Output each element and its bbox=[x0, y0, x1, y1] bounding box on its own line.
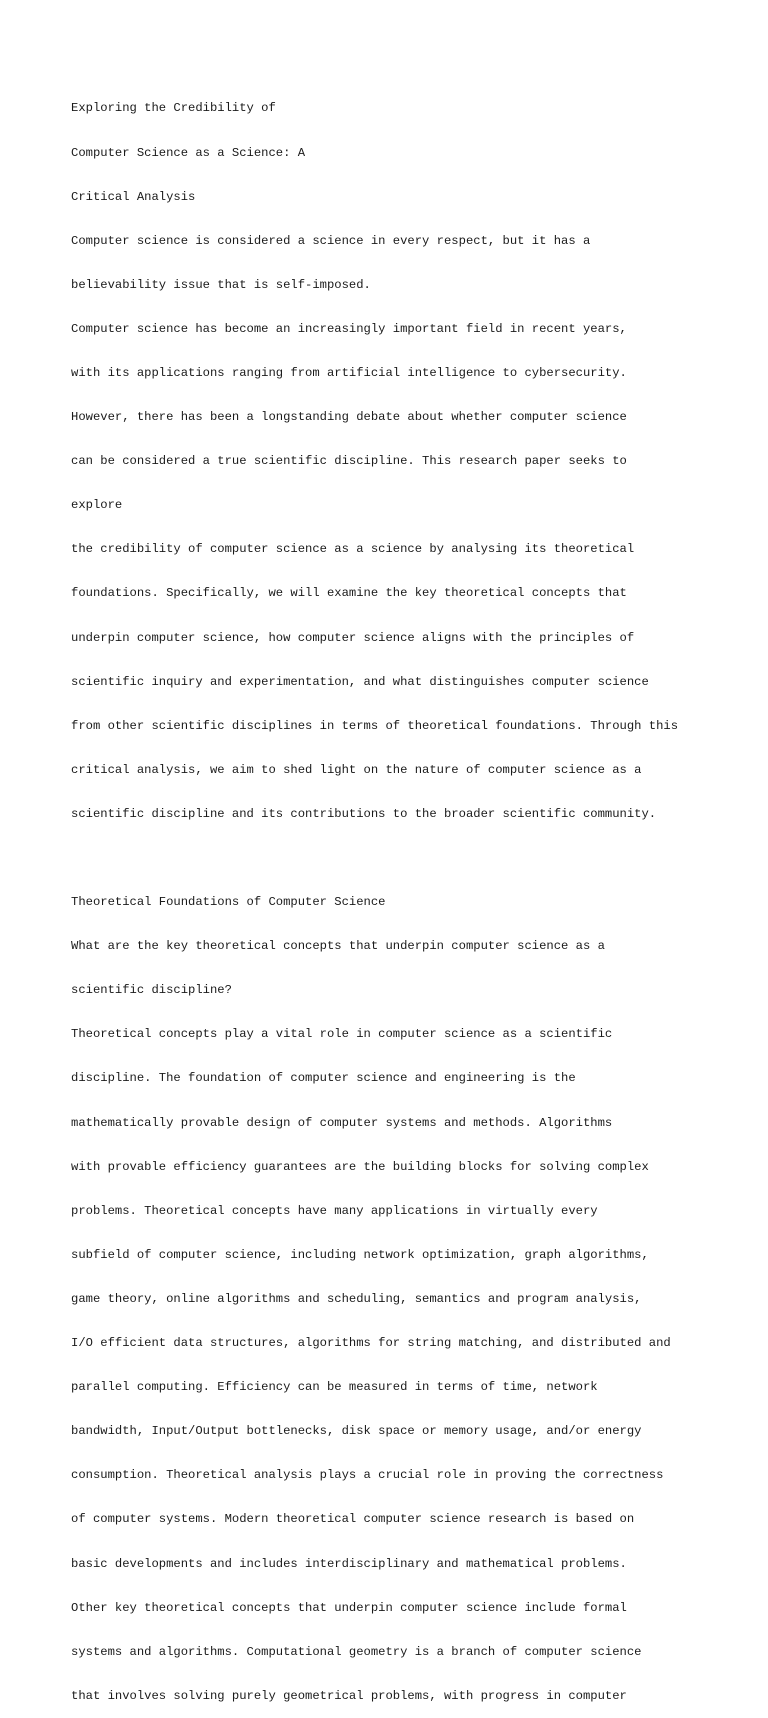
text-line: from other scientific disciplines in terms of theoretical foundations. Through this bbox=[71, 718, 679, 733]
text-line: I/O efficient data structures, algorithms for string matching, and distributed and bbox=[71, 1336, 671, 1351]
text-line: mathematically provable design of computer systems and methods. Algorithms bbox=[71, 1115, 613, 1130]
text-line: However, there has been a longstanding debate about whether computer science bbox=[71, 410, 627, 425]
text-line: critical analysis, we aim to shed light on the nature of computer science as a bbox=[71, 762, 642, 777]
text-line: scientific discipline? bbox=[71, 983, 232, 998]
title-line: Computer Science as a Science: A bbox=[71, 145, 306, 160]
text-line: game theory, online algorithms and scheduling, semantics and program analysis, bbox=[71, 1291, 642, 1306]
text-line: Other key theoretical concepts that underpin computer science include formal bbox=[71, 1600, 627, 1615]
text-line: can be considered a true scientific discipline. This research paper seeks to bbox=[71, 454, 627, 469]
text-line: scientific discipline and its contributions to the broader scientific community. bbox=[71, 806, 657, 821]
text-line: with provable efficiency guarantees are the building blocks for solving complex bbox=[71, 1159, 649, 1174]
text-line: subfield of computer science, including network optimization, graph algorithms, bbox=[71, 1247, 649, 1262]
text-line: foundations. Specifically, we will examine the key theoretical concepts that bbox=[71, 586, 627, 601]
text-line: discipline. The foundation of computer science and engineering is the bbox=[71, 1071, 576, 1086]
text-line: underpin computer science, how computer science aligns with the principles of bbox=[71, 630, 635, 645]
text-line: the credibility of computer science as a science by analysing its theoretical bbox=[71, 542, 635, 557]
text-line: parallel computing. Efficiency can be measured in terms of time, network bbox=[71, 1380, 598, 1395]
section-heading: Theoretical Foundations of Computer Science bbox=[71, 895, 386, 910]
title-line: Exploring the Credibility of bbox=[71, 101, 276, 116]
text-line: of computer systems. Modern theoretical computer science research is based on bbox=[71, 1512, 635, 1527]
text-line: believability issue that is self-imposed. bbox=[71, 277, 371, 292]
document-body bbox=[71, 72, 751, 1718]
text-line: bandwidth, Input/Output bottlenecks, disk space or memory usage, and/or energy bbox=[71, 1424, 642, 1439]
text-line: explore bbox=[71, 498, 123, 513]
text-line: with its applications ranging from artificial intelligence to cybersecurity. bbox=[71, 365, 627, 380]
text-line: scientific inquiry and experimentation, and what distinguishes computer science bbox=[71, 674, 649, 689]
text-line: What are the key theoretical concepts that underpin computer science as a bbox=[71, 939, 605, 954]
text-line: systems and algorithms. Computational geometry is a branch of computer science bbox=[71, 1644, 642, 1659]
text-line: consumption. Theoretical analysis plays a crucial role in proving the correctness bbox=[71, 1468, 664, 1483]
text-line: Theoretical concepts play a vital role in computer science as a scientific bbox=[71, 1027, 613, 1042]
text-line: basic developments and includes interdisciplinary and mathematical problems. bbox=[71, 1556, 627, 1571]
title-line: Critical Analysis bbox=[71, 189, 196, 204]
text-line: problems. Theoretical concepts have many applications in virtually every bbox=[71, 1203, 598, 1218]
blank-line bbox=[71, 851, 751, 866]
text-line: that involves solving purely geometrical problems, with progress in computer bbox=[71, 1688, 627, 1703]
text-line: Computer science has become an increasingly important field in recent years, bbox=[71, 321, 627, 336]
text-line: Computer science is considered a science in every respect, but it has a bbox=[71, 233, 591, 248]
